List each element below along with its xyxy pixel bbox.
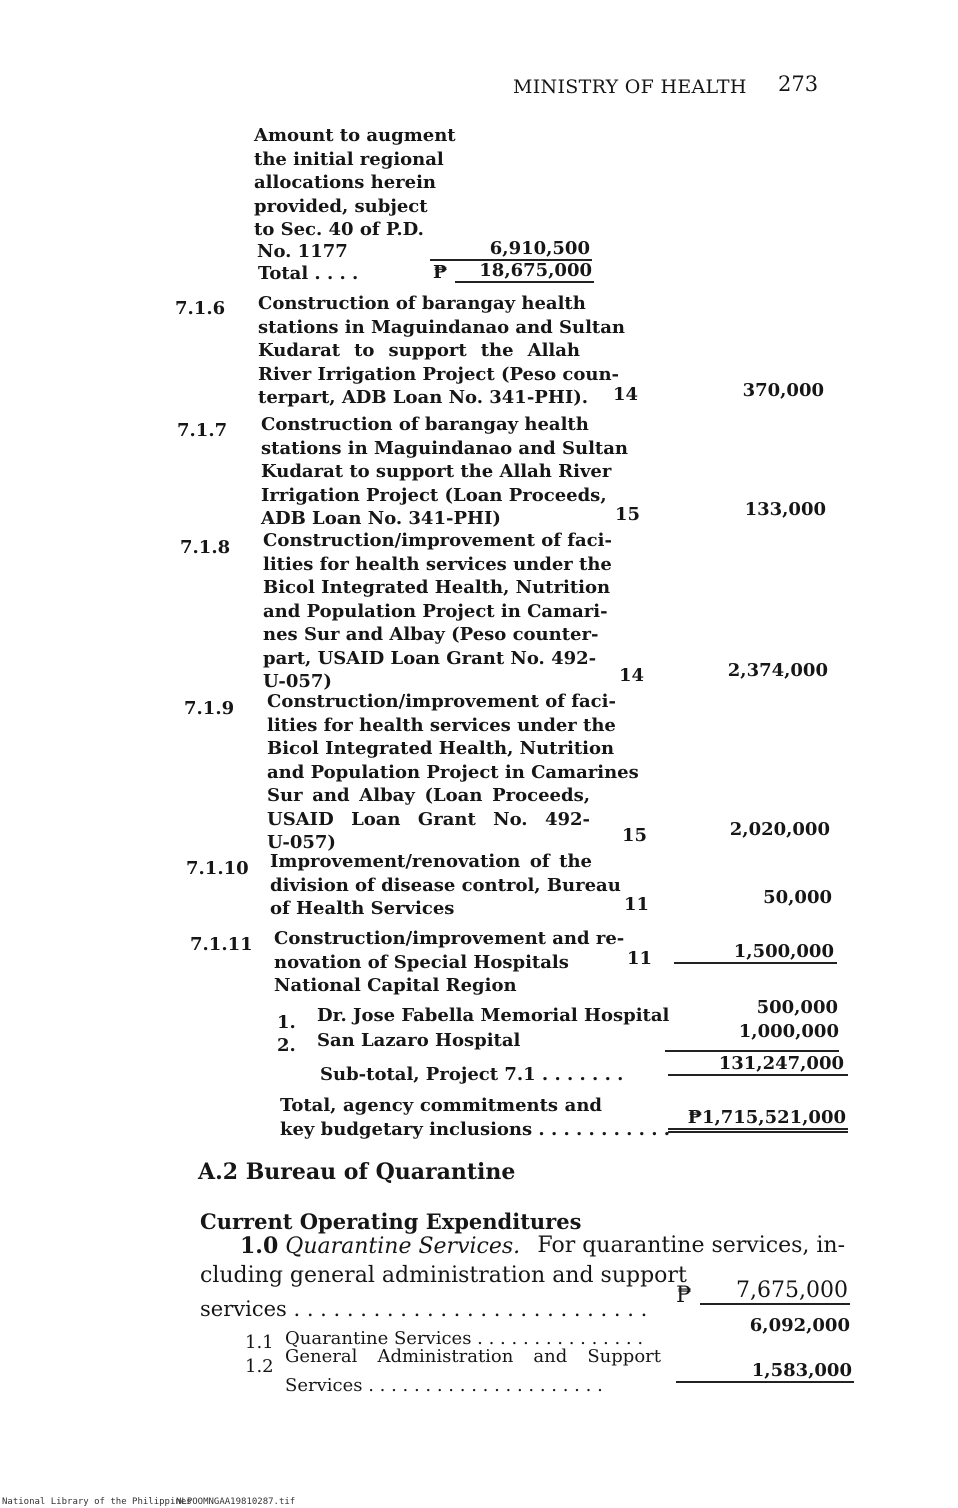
hospital-name: San Lazaro Hospital	[317, 1030, 521, 1051]
subtotal-label: Sub-total, Project 7.1 . . . . . . .	[320, 1064, 624, 1085]
augment-last-label: No. 1177	[257, 241, 348, 262]
augment-amount: 6,910,500	[430, 238, 592, 261]
subtotal-amount: 131,247,000	[668, 1053, 848, 1076]
desc-line: River Irrigation Project (Peso coun-	[258, 363, 620, 385]
peso-sign: ₱	[676, 1283, 692, 1308]
item-amount: 2,020,000	[729, 819, 830, 840]
sub-label: General Administration and Support	[285, 1346, 661, 1367]
item-description	[258, 292, 625, 410]
desc-line: Improvement/renovation of the	[270, 851, 592, 872]
desc-line: and Population Project in Camari-	[263, 600, 608, 622]
item-description	[274, 927, 625, 998]
desc-line: stations in Maguindanao and Sultan	[261, 437, 628, 459]
hospital-amount: 1,000,000	[665, 1021, 839, 1052]
hospital-num: 2.	[277, 1035, 296, 1056]
item-code: 7.1.8	[180, 537, 231, 558]
sub-num: 1.1	[245, 1332, 274, 1353]
hospital-amount: 500,000	[756, 997, 838, 1018]
running-header: MINISTRY OF HEALTH	[513, 76, 747, 98]
augment-total-label: Total . . . .	[258, 263, 359, 284]
sub-amount: 1,583,000	[676, 1360, 854, 1383]
object-code: 14	[613, 384, 639, 405]
object-code: 11	[624, 894, 650, 915]
item-code: 7.1.6	[175, 298, 226, 319]
grand-total-line2: key budgetary inclusions . . . . . . . . . . .	[280, 1119, 671, 1140]
desc-line: lities for health services under the	[267, 714, 616, 736]
sub-label: Quarantine Services . . . . . . . . . . . . . . .	[285, 1328, 644, 1349]
item-description	[263, 529, 612, 694]
desc-line: Construction of barangay health	[258, 293, 586, 314]
footer-library: National Library of the Philippines	[2, 1497, 192, 1507]
desc-line: Bicol Integrated Health, Nutrition	[263, 577, 611, 598]
item-code: 7.1.11	[190, 934, 253, 955]
grand-total-line1: Total, agency commitments and	[280, 1095, 602, 1116]
desc-line: U-057)	[267, 832, 336, 853]
item-amount: 2,374,000	[727, 660, 828, 681]
sub-amount: 6,092,000	[749, 1315, 850, 1336]
item-amount: 133,000	[744, 499, 826, 520]
item-amount: 1,500,000	[674, 941, 837, 964]
desc-line: of Health Services	[270, 898, 455, 919]
item-code: 7.1.7	[177, 420, 228, 441]
quarantine-line3: services . . . . . . . . . . . . . . . . . . . . . . . . . . .	[200, 1297, 648, 1321]
desc-line: part, USAID Loan Grant No. 492-	[263, 647, 597, 669]
desc-line: Kudarat to support the Allah	[258, 340, 580, 361]
desc-line: Construction/improvement and re-	[274, 928, 625, 949]
augment-line: to Sec. 40 of P.D.	[254, 219, 424, 240]
page-number: 273	[778, 72, 819, 96]
desc-line: terpart, ADB Loan No. 341-PHI).	[258, 387, 589, 408]
desc-line: stations in Maguindanao and Sultan	[258, 316, 625, 338]
object-code: 11	[627, 948, 653, 969]
desc-line: nes Sur and Albay (Peso counter-	[263, 624, 599, 645]
footer-filename: NLPOOMNGAA19810287.tif	[176, 1497, 296, 1507]
section-subtitle: Current Operating Expenditures	[200, 1209, 582, 1234]
desc-line: lities for health services under the	[263, 553, 612, 575]
desc-line: Irrigation Project (Loan Proceeds,	[261, 484, 607, 506]
sub-num: 1.2	[245, 1356, 274, 1377]
desc-line: Construction/improvement of faci-	[263, 530, 612, 551]
desc-line: Construction of barangay health	[261, 414, 589, 435]
augment-text	[254, 124, 456, 242]
item-code: 7.1.9	[184, 698, 235, 719]
desc-line: Kudarat to support the Allah River	[261, 461, 612, 482]
quarantine-title: Quarantine Services.	[285, 1234, 521, 1259]
augment-line: provided, subject	[254, 195, 428, 217]
augment-total-amount: 18,675,000	[455, 260, 594, 283]
item-code: 7.1.10	[186, 858, 249, 879]
sub-label-cont: Services . . . . . . . . . . . . . . . . . . . . .	[285, 1375, 603, 1396]
desc-line: Construction/improvement of faci-	[267, 691, 616, 712]
peso-sign: ₱	[433, 262, 448, 283]
item-amount: 50,000	[763, 887, 832, 908]
augment-line: allocations herein	[254, 172, 437, 193]
section-title: A.2 Bureau of Quarantine	[198, 1159, 516, 1185]
desc-line: division of disease control, Bureau	[270, 874, 621, 896]
object-code: 14	[619, 665, 645, 686]
quarantine-line1-rest: For quarantine services, in-	[537, 1233, 845, 1258]
object-code: 15	[615, 504, 641, 525]
quarantine-line2: cluding general administration and support	[200, 1263, 687, 1288]
desc-line: U-057)	[263, 671, 332, 692]
augment-line: Amount to augment	[254, 125, 456, 146]
quarantine-line1	[240, 1233, 845, 1259]
hospital-num: 1.	[277, 1012, 296, 1033]
object-code: 15	[622, 825, 648, 846]
item-description	[270, 850, 621, 921]
augment-line: the initial regional	[254, 148, 444, 170]
desc-line: novation of Special Hospitals	[274, 951, 569, 973]
desc-line: ADB Loan No. 341-PHI)	[261, 508, 501, 529]
desc-line: Sur and Albay (Loan Proceeds,	[267, 785, 590, 806]
quarantine-num: 1.0	[240, 1233, 279, 1259]
desc-line: Bicol Integrated Health, Nutrition	[267, 738, 615, 759]
desc-line: and Population Project in Camarines	[267, 761, 639, 783]
hospital-name: Dr. Jose Fabella Memorial Hospital	[317, 1005, 670, 1026]
quarantine-amount: 7,675,000	[700, 1278, 850, 1305]
grand-total-amount: ₱1,715,521,000	[668, 1107, 848, 1133]
item-amount: 370,000	[742, 380, 824, 401]
desc-line: USAID Loan Grant No. 492-	[267, 808, 590, 830]
desc-line: National Capital Region	[274, 975, 517, 996]
